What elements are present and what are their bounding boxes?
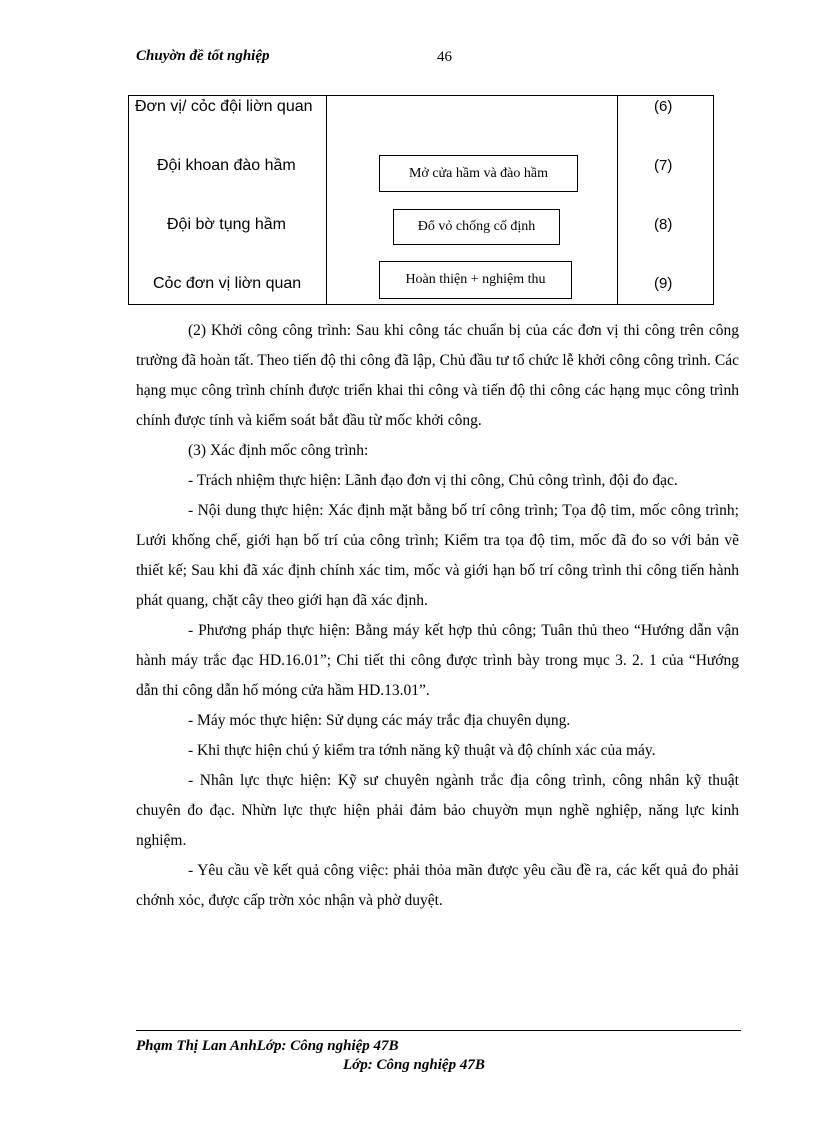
body-text — [136, 316, 739, 916]
footer-class: Lớp: Công nghiệp 47B — [343, 1057, 485, 1073]
paragraph: - Nội dung thực hiện: Xác định mặt bằng bố trí công trình; Tọa độ tim, mốc công trình; Lưới khống chế, giới hạn bố trí của công trình; Kiểm tra tọa độ tim, mốc đã đo so với bản vẽ thiết kế; Sau khi đã xác định chính xác tim, mốc và giới hạn bố trí công trình thi công tiến hành phát quang, chặt cây theo giới hạn đã xác định. — [136, 502, 739, 609]
unit-cell: Cỏc đơn vị liờn quan — [153, 275, 302, 292]
paragraph: (3) Xác định mốc công trình: — [188, 442, 369, 459]
table-divider — [617, 96, 618, 304]
step-number: (8) — [654, 216, 673, 233]
paragraph: (2) Khởi công công trình: Sau khi công tác chuẩn bị của các đơn vị thi công trên công trường đã hoàn tất. Theo tiến độ thi công đã lập, Chủ đầu tư tổ chức lễ khởi công công trình. Các hạng mục công trình chính được triển khai thi công và tiến độ thi công các hạng mục công trình chính được tính và kiểm soát bắt đầu từ mốc khởi công. — [136, 322, 739, 429]
header-title: Chuyờn đề tốt nghiệp — [136, 48, 270, 64]
paragraph: - Nhân lực thực hiện: Kỹ sư chuyên ngành trắc địa công trình, công nhân kỹ thuật chuyên đo đạc. Nhừn lực thực hiện phải đảm bảo chuyờn mụn nghề nghiệp, năng lực kinh nghiệm. — [136, 772, 739, 849]
paragraph: - Khi thực hiện chú ý kiểm tra tớnh năng kỹ thuật và độ chính xác của máy. — [188, 742, 656, 759]
paragraph: - Yêu cầu về kết quả công việc: phải thỏa mãn được yêu cầu đề ra, các kết quả đo phải chớnh xỏc, được cấp trờn xỏc nhận và phờ duyệt. — [136, 862, 739, 909]
step-number: (6) — [654, 98, 673, 115]
footer-author: Phạm Thị Lan AnhLớp: Công nghiệp 47B — [136, 1038, 399, 1054]
process-step-box: Hoàn thiện + nghiệm thu — [379, 261, 572, 299]
step-number: (7) — [654, 157, 673, 174]
unit-cell: Đội khoan đào hầm — [157, 157, 296, 174]
unit-cell: Đội bờ tụng hầm — [167, 216, 286, 233]
process-flow-table — [128, 95, 714, 305]
process-step-box: Mở cửa hầm và đào hầm — [379, 155, 578, 192]
footer-divider — [136, 1030, 741, 1031]
paragraph: - Phương pháp thực hiện: Bằng máy kết hợp thủ công; Tuân thủ theo “Hướng dẫn vận hành máy trắc đạc HD.16.01”; Chi tiết thi công được trình bày trong mục 3. 2. 1 của “Hướng dẫn thi công dẫn hố móng cửa hầm HD.13.01”. — [136, 622, 739, 699]
table-divider — [326, 96, 327, 304]
paragraph: - Máy móc thực hiện: Sử dụng các máy trắc địa chuyên dụng. — [188, 712, 571, 729]
paragraph: - Trách nhiệm thực hiện: Lãnh đạo đơn vị thi công, Chủ công trình, đội đo đạc. — [188, 472, 678, 489]
step-number: (9) — [654, 275, 673, 292]
page-number: 46 — [437, 49, 452, 65]
unit-cell: Đơn vị/ cỏc đội liờn quan — [135, 98, 313, 115]
process-step-box: Đổ vỏ chống cố định — [393, 209, 560, 245]
